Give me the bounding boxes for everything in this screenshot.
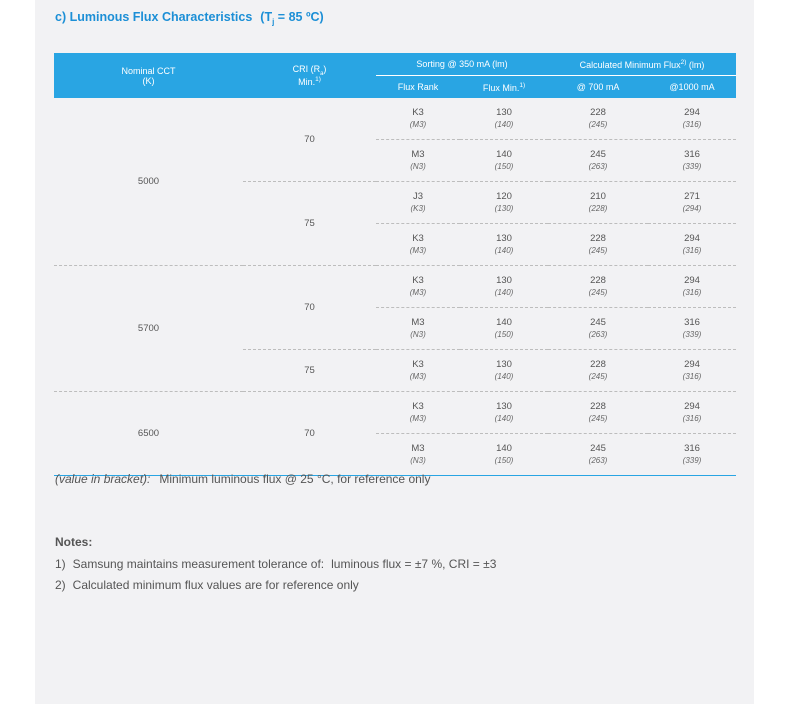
reference-value: (316) xyxy=(682,246,702,255)
flux-table-body xyxy=(54,98,736,476)
value: 120 xyxy=(496,191,512,202)
flux-rank-cell xyxy=(376,434,460,476)
reference-value: (150) xyxy=(494,456,514,465)
cri-cell: 75 xyxy=(243,182,376,266)
flux-rank-cell xyxy=(376,224,460,266)
reference-value: (245) xyxy=(588,372,608,381)
flux-1000ma-cell xyxy=(648,266,736,308)
value: K3 xyxy=(412,233,424,244)
reference-value: (140) xyxy=(494,120,514,129)
value: 245 xyxy=(590,149,606,160)
flux-1000ma-cell xyxy=(648,308,736,350)
value: K3 xyxy=(412,275,424,286)
nominal-cct-cell: 5700 xyxy=(54,266,243,392)
header-at-700ma: @ 700 mA xyxy=(548,76,648,99)
value: M3 xyxy=(411,317,425,328)
table-row xyxy=(54,98,736,140)
cri-cell: 70 xyxy=(243,266,376,350)
datasheet-page xyxy=(35,0,754,704)
reference-value: (263) xyxy=(588,162,608,171)
reference-value: (294) xyxy=(682,204,702,213)
reference-value: (N3) xyxy=(410,456,426,465)
nominal-cct-cell: 6500 xyxy=(54,392,243,476)
reference-value: (339) xyxy=(682,162,702,171)
value: 316 xyxy=(684,149,700,160)
flux-1000ma-cell xyxy=(648,140,736,182)
value: 228 xyxy=(590,359,606,370)
reference-value: (M3) xyxy=(409,120,427,129)
reference-value: (245) xyxy=(588,246,608,255)
flux-min-cell xyxy=(460,434,548,476)
reference-value: (140) xyxy=(494,288,514,297)
header-cri: CRI $(R_a)$ Min.$^{1)}$ xyxy=(243,53,376,98)
value: 294 xyxy=(684,233,700,244)
flux-min-cell xyxy=(460,308,548,350)
reference-value: (K3) xyxy=(410,204,426,213)
flux-1000ma-cell xyxy=(648,350,736,392)
value: 294 xyxy=(684,401,700,412)
flux-rank-cell xyxy=(376,98,460,140)
flux-rank-cell xyxy=(376,266,460,308)
value: M3 xyxy=(411,149,425,160)
reference-value: (245) xyxy=(588,120,608,129)
note-2: 2) Calculated minimum flux values are for reference only xyxy=(55,578,359,592)
cri-cell: 70 xyxy=(243,392,376,476)
value: K3 xyxy=(412,359,424,370)
reference-value: (M3) xyxy=(409,414,427,423)
flux-1000ma-cell xyxy=(648,182,736,224)
note-1: 1) Samsung maintains measurement tolerance of: luminous flux = ±7 %, CRI = ±3 xyxy=(55,557,497,571)
header-flux-min: Flux Min.$^{1)}$ xyxy=(460,76,548,99)
flux-700ma-cell xyxy=(548,140,648,182)
reference-value: (263) xyxy=(588,330,608,339)
value: 245 xyxy=(590,443,606,454)
reference-value: (339) xyxy=(682,330,702,339)
value: 140 xyxy=(496,317,512,328)
value: 140 xyxy=(496,149,512,160)
header-nominal-cct: Nominal CCT (K) xyxy=(54,53,243,98)
flux-min-cell xyxy=(460,140,548,182)
value: 245 xyxy=(590,317,606,328)
header-sorting: Sorting @ 350 mA (lm) xyxy=(376,53,548,76)
value: 210 xyxy=(590,191,606,202)
header-at-1000ma: @1000 mA xyxy=(648,76,736,99)
flux-700ma-cell xyxy=(548,224,648,266)
reference-value: (245) xyxy=(588,414,608,423)
flux-rank-cell xyxy=(376,392,460,434)
flux-min-cell xyxy=(460,98,548,140)
luminous-flux-table xyxy=(54,53,736,476)
reference-value: (N3) xyxy=(410,330,426,339)
reference-value: (316) xyxy=(682,288,702,297)
value: 130 xyxy=(496,107,512,118)
reference-value: (245) xyxy=(588,288,608,297)
flux-min-cell xyxy=(460,392,548,434)
value: 130 xyxy=(496,359,512,370)
header-calculated-min-flux: Calculated Minimum Flux$^{2)}$ (lm) xyxy=(548,53,736,76)
flux-700ma-cell xyxy=(548,182,648,224)
reference-value: (150) xyxy=(494,162,514,171)
value: 130 xyxy=(496,275,512,286)
reference-value: (M3) xyxy=(409,246,427,255)
value: K3 xyxy=(412,107,424,118)
reference-value: (316) xyxy=(682,120,702,129)
header-flux-rank: Flux Rank xyxy=(376,76,460,99)
value: K3 xyxy=(412,401,424,412)
value: 228 xyxy=(590,275,606,286)
bracket-note: (value in bracket): Minimum luminous flux @ 25 °C, for reference only xyxy=(55,472,431,486)
reference-value: (130) xyxy=(494,204,514,213)
reference-value: (140) xyxy=(494,246,514,255)
test-condition: ($T_j = 85$ ºC) xyxy=(260,10,324,27)
reference-value: (339) xyxy=(682,456,702,465)
flux-rank-cell xyxy=(376,350,460,392)
reference-value: (263) xyxy=(588,456,608,465)
reference-value: (140) xyxy=(494,372,514,381)
flux-700ma-cell xyxy=(548,434,648,476)
flux-1000ma-cell xyxy=(648,98,736,140)
flux-1000ma-cell xyxy=(648,392,736,434)
value: 130 xyxy=(496,401,512,412)
section-title: c) Luminous Flux Characteristics ($T_j = 85$ ºC) xyxy=(55,10,324,27)
table-row xyxy=(54,392,736,434)
reference-value: (N3) xyxy=(410,162,426,171)
value: 130 xyxy=(496,233,512,244)
flux-700ma-cell xyxy=(548,392,648,434)
value: 271 xyxy=(684,191,700,202)
value: 294 xyxy=(684,275,700,286)
value: 228 xyxy=(590,107,606,118)
nominal-cct-cell: 5000 xyxy=(137,176,160,187)
value: 316 xyxy=(684,443,700,454)
flux-700ma-cell xyxy=(548,98,648,140)
value: 316 xyxy=(684,317,700,328)
reference-value: (M3) xyxy=(409,288,427,297)
flux-min-cell xyxy=(460,350,548,392)
flux-700ma-cell xyxy=(548,308,648,350)
value: 228 xyxy=(590,401,606,412)
value: 294 xyxy=(684,359,700,370)
value: 140 xyxy=(496,443,512,454)
flux-1000ma-cell xyxy=(648,434,736,476)
flux-700ma-cell xyxy=(548,266,648,308)
value: 294 xyxy=(684,107,700,118)
reference-value: (140) xyxy=(494,414,514,423)
value: M3 xyxy=(411,443,425,454)
flux-1000ma-cell xyxy=(648,224,736,266)
flux-min-cell xyxy=(460,224,548,266)
flux-min-cell xyxy=(460,266,548,308)
cri-cell: 70 xyxy=(304,134,315,145)
reference-value: (316) xyxy=(682,372,702,381)
notes-heading: Notes: xyxy=(55,535,93,549)
reference-value: (M3) xyxy=(409,372,427,381)
flux-rank-cell xyxy=(376,140,460,182)
flux-min-cell xyxy=(460,182,548,224)
reference-value: (228) xyxy=(588,204,608,213)
cri-cell: 75 xyxy=(243,350,376,392)
flux-700ma-cell xyxy=(548,350,648,392)
reference-value: (316) xyxy=(682,414,702,423)
flux-rank-cell xyxy=(376,182,460,224)
value: 228 xyxy=(590,233,606,244)
reference-value: (150) xyxy=(494,330,514,339)
table-row xyxy=(54,266,736,308)
flux-rank-cell xyxy=(376,308,460,350)
value: J3 xyxy=(412,191,424,202)
